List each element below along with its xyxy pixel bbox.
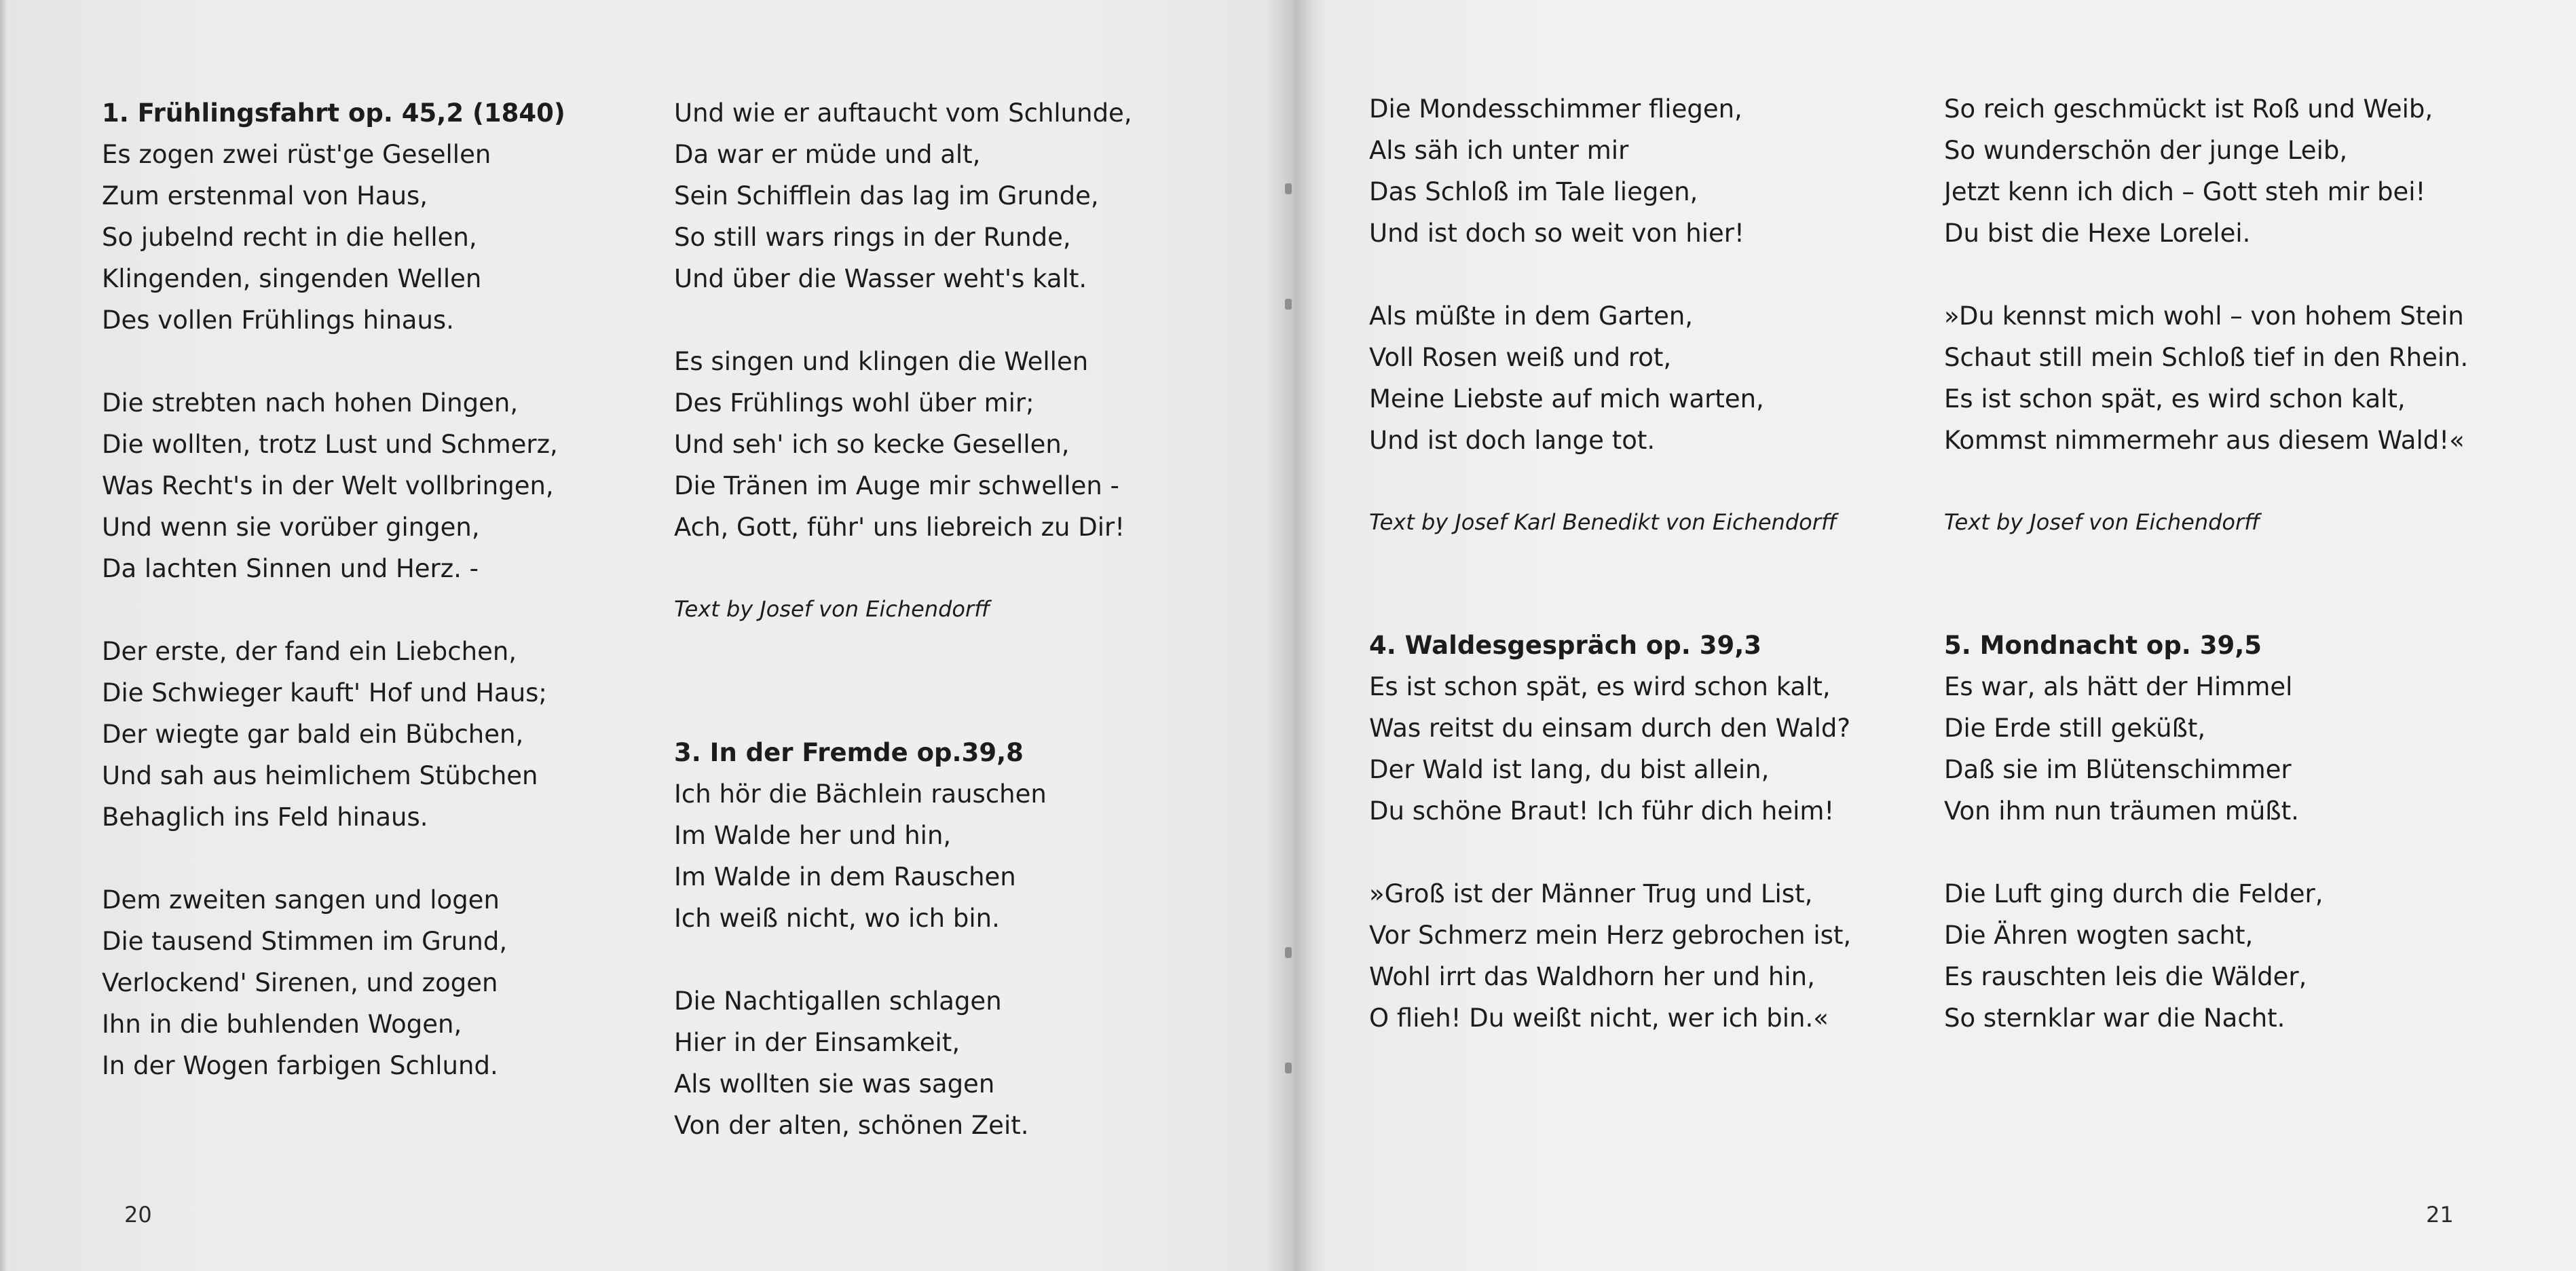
verse-line: Vor Schmerz mein Herz gebrochen ist,	[1369, 921, 1852, 950]
song-title: 5. Mondnacht op. 39,5	[1944, 631, 2262, 660]
stanza	[1944, 295, 2468, 461]
verse-line: Es rauschten leis die Wälder,	[1944, 962, 2307, 991]
column-1	[102, 92, 565, 1128]
verse-line: Die Mondesschimmer fliegen,	[1369, 94, 1742, 124]
verse-line: Von ihm nun träumen müßt.	[1944, 796, 2299, 826]
stanza	[1944, 873, 2468, 1039]
stanza	[102, 382, 565, 589]
stanza	[674, 773, 1132, 939]
verse-line: Die tausend Stimmen im Grund,	[102, 927, 508, 956]
verse-line: Meine Liebste auf mich warten,	[1369, 384, 1764, 413]
verse-line: Klingenden, singenden Wellen	[102, 264, 482, 293]
verse-line: Die Nachtigallen schlagen	[674, 987, 1002, 1016]
verse-line: Es ist schon spät, es wird schon kalt,	[1369, 672, 1831, 701]
verse-line: Die Schwieger kauft' Hof und Haus;	[102, 678, 547, 707]
verse-line: Dem zweiten sangen und logen	[102, 885, 500, 915]
verse-line: Des vollen Frühlings hinaus.	[102, 306, 454, 335]
verse-line: So jubelnd recht in die hellen,	[102, 223, 477, 252]
stanza	[1369, 295, 1851, 461]
verse-line: Als müßte in dem Garten,	[1369, 301, 1694, 331]
verse-line: Die Tränen im Auge mir schwellen -	[674, 471, 1119, 500]
verse-line: Verlockend' Sirenen, und zogen	[102, 968, 498, 997]
verse-line: Was Recht's in der Welt vollbringen,	[102, 471, 554, 500]
verse-line: So sternklar war die Nacht.	[1944, 1003, 2285, 1033]
verse-line: Da war er müde und alt,	[674, 140, 981, 169]
verse-line: Hier in der Einsamkeit,	[674, 1028, 960, 1057]
verse-line: Der erste, der fand ein Liebchen,	[102, 637, 517, 666]
staple	[1285, 1063, 1292, 1073]
song-title: 1. Frühlingsfahrt op. 45,2 (1840)	[102, 98, 565, 128]
verse-line: Der wiegte gar bald ein Bübchen,	[102, 720, 524, 749]
stanza	[1369, 88, 1851, 254]
verse-line: So reich geschmückt ist Roß und Weib,	[1944, 94, 2433, 124]
column-3	[1369, 88, 1851, 1080]
verse-line: Es singen und klingen die Wellen	[674, 347, 1089, 376]
verse-line: Ich hör die Bächlein rauschen	[674, 779, 1047, 809]
verse-line: Ihn in die buhlenden Wogen,	[102, 1010, 462, 1039]
verse-line: Und wie er auftaucht vom Schlunde,	[674, 98, 1132, 128]
verse-line: Du bist die Hexe Lorelei.	[1944, 219, 2251, 248]
text-credit: Text by Josef von Eichendorff	[674, 596, 990, 622]
verse-line: Die Erde still geküßt,	[1944, 714, 2206, 743]
verse-line: Die Ähren wogten sacht,	[1944, 921, 2254, 950]
verse-line: Die Luft ging durch die Felder,	[1944, 879, 2323, 908]
verse-line: Im Walde in dem Rauschen	[674, 862, 1016, 891]
gutter-shadow	[1269, 0, 1317, 1271]
verse-line: Von der alten, schönen Zeit.	[674, 1111, 1029, 1140]
column-4	[1944, 88, 2468, 1080]
stanza	[102, 879, 565, 1086]
page-number-right: 21	[2426, 1202, 2454, 1228]
verse-line: Und sah aus heimlichem Stübchen	[102, 761, 538, 790]
stanza	[102, 134, 565, 341]
verse-line: Das Schloß im Tale liegen,	[1369, 177, 1698, 206]
song-title: 4. Waldesgespräch op. 39,3	[1369, 631, 1762, 660]
verse-line: Kommst nimmermehr aus diesem Wald!«	[1944, 426, 2465, 455]
verse-line: Und seh' ich so kecke Gesellen,	[674, 430, 1070, 459]
verse-line: Es war, als hätt der Himmel	[1944, 672, 2293, 701]
verse-line: Des Frühlings wohl über mir;	[674, 388, 1034, 418]
verse-line: Schaut still mein Schloß tief in den Rhein.	[1944, 343, 2469, 372]
stanza	[1944, 88, 2468, 254]
verse-line: Als säh ich unter mir	[1369, 136, 1629, 165]
verse-line: Wohl irrt das Waldhorn her und hin,	[1369, 962, 1815, 991]
verse-line: Voll Rosen weiß und rot,	[1369, 343, 1672, 372]
verse-line: Es zogen zwei rüst'ge Gesellen	[102, 140, 491, 169]
verse-line: So still wars rings in der Runde,	[674, 223, 1071, 252]
staple	[1285, 947, 1292, 958]
verse-line: Im Walde her und hin,	[674, 821, 952, 850]
stanza	[674, 980, 1132, 1146]
staple	[1285, 183, 1292, 194]
page-number-left: 20	[124, 1202, 152, 1228]
verse-line: Ich weiß nicht, wo ich bin.	[674, 904, 1000, 933]
verse-line: »Du kennst mich wohl – von hohem Stein	[1944, 301, 2464, 331]
verse-line: Der Wald ist lang, du bist allein,	[1369, 755, 1770, 784]
verse-line: Als wollten sie was sagen	[674, 1069, 995, 1099]
verse-line: Du schöne Braut! Ich führ dich heim!	[1369, 796, 1835, 826]
text-credit: Text by Josef Karl Benedikt von Eichendorff	[1369, 509, 1837, 535]
verse-line: Und ist doch so weit von hier!	[1369, 219, 1744, 248]
verse-line: Was reitst du einsam durch den Wald?	[1369, 714, 1851, 743]
verse-line: Behaglich ins Feld hinaus.	[102, 803, 428, 832]
song-title: 3. In der Fremde op.39,8	[674, 738, 1024, 767]
spacer	[1369, 543, 1851, 625]
page-edge	[0, 0, 7, 1271]
verse-line: Und ist doch lange tot.	[1369, 426, 1656, 455]
verse-line: Ach, Gott, führ' uns liebreich zu Dir!	[674, 513, 1125, 542]
verse-line: Und wenn sie vorüber gingen,	[102, 513, 480, 542]
stanza	[102, 631, 565, 838]
column-2	[674, 92, 1132, 1187]
verse-line: »Groß ist der Männer Trug und List,	[1369, 879, 1813, 908]
spacer	[1944, 543, 2468, 625]
text-credit: Text by Josef von Eichendorff	[1944, 509, 2260, 535]
verse-line: O flieh! Du weißt nicht, wer ich bin.«	[1369, 1003, 1829, 1033]
spacer	[674, 630, 1132, 732]
stanza	[1944, 666, 2468, 832]
verse-line: Zum erstenmal von Haus,	[102, 181, 428, 210]
verse-line: Daß sie im Blütenschimmer	[1944, 755, 2292, 784]
verse-line: Die wollten, trotz Lust und Schmerz,	[102, 430, 558, 459]
stanza	[674, 341, 1132, 548]
verse-line: So wunderschön der junge Leib,	[1944, 136, 2348, 165]
staple	[1285, 299, 1292, 310]
verse-line: Und über die Wasser weht's kalt.	[674, 264, 1087, 293]
stanza	[1369, 873, 1851, 1039]
stanza	[1369, 666, 1851, 832]
stanza	[674, 92, 1132, 299]
verse-line: Jetzt kenn ich dich – Gott steh mir bei!	[1944, 177, 2426, 206]
verse-line: Es ist schon spät, es wird schon kalt,	[1944, 384, 2406, 413]
verse-line: Da lachten Sinnen und Herz. -	[102, 554, 479, 583]
verse-line: Die strebten nach hohen Dingen,	[102, 388, 519, 418]
verse-line: Sein Schifflein das lag im Grunde,	[674, 181, 1099, 210]
verse-line: In der Wogen farbigen Schlund.	[102, 1051, 498, 1080]
